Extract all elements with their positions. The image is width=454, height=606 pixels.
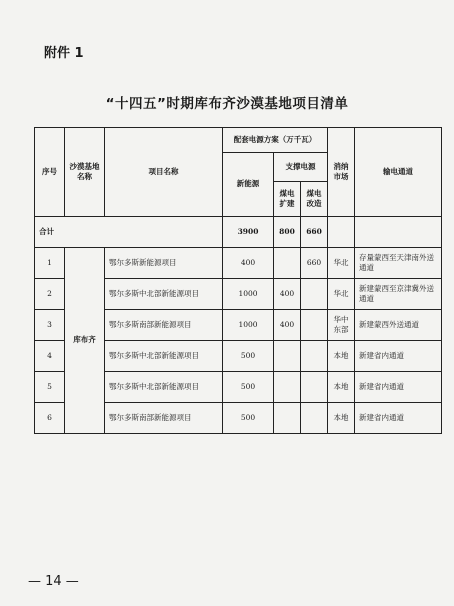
row-project: 鄂尔多斯中北部新能源项目 — [105, 279, 223, 310]
header-power-plan: 配套电源方案（万千瓦） — [223, 128, 328, 153]
header-coal-retrofit: 煤电改造 — [301, 182, 328, 217]
header-new-energy: 新能源 — [223, 153, 274, 217]
row-market: 华北 — [328, 279, 355, 310]
row-coal-retrofit — [301, 310, 328, 341]
row-channel: 新建省内通道 — [355, 372, 442, 403]
row-project: 鄂尔多斯南部新能源项目 — [105, 310, 223, 341]
document-title: “十四五”时期库布齐沙漠基地项目清单 — [105, 96, 349, 112]
table-row — [35, 248, 442, 279]
header-base: 沙漠基地名称 — [65, 128, 105, 217]
row-coal-expand — [274, 372, 301, 403]
row-channel: 新建省内通道 — [355, 403, 442, 434]
row-seq: 2 — [35, 279, 65, 310]
row-new-energy: 500 — [223, 341, 274, 372]
header-seq: 序号 — [35, 128, 65, 217]
row-project: 鄂尔多斯中北部新能源项目 — [105, 341, 223, 372]
total-label: 合计 — [35, 217, 223, 248]
row-coal-retrofit — [301, 403, 328, 434]
row-coal-retrofit: 660 — [301, 248, 328, 279]
row-new-energy: 500 — [223, 372, 274, 403]
row-new-energy: 400 — [223, 248, 274, 279]
total-channel — [355, 217, 442, 248]
annex-label: 附件 1 — [44, 46, 84, 61]
row-project: 鄂尔多斯南部新能源项目 — [105, 403, 223, 434]
row-project: 鄂尔多斯中北部新能源项目 — [105, 372, 223, 403]
total-market — [328, 217, 355, 248]
row-seq: 3 — [35, 310, 65, 341]
total-coal-expand: 800 — [274, 217, 301, 248]
header-project: 项目名称 — [105, 128, 223, 217]
row-coal-retrofit — [301, 279, 328, 310]
row-coal-expand — [274, 341, 301, 372]
total-coal-retrofit: 660 — [301, 217, 328, 248]
row-seq: 5 — [35, 372, 65, 403]
row-new-energy: 1000 — [223, 310, 274, 341]
row-channel: 新建蒙西至京津冀外送通道 — [355, 279, 442, 310]
row-channel: 存量蒙西至天津南外送通道 — [355, 248, 442, 279]
row-seq: 6 — [35, 403, 65, 434]
header-market: 消纳市场 — [328, 128, 355, 217]
page-number: — 14 — — [28, 574, 79, 589]
row-coal-expand: 400 — [274, 279, 301, 310]
row-channel: 新建省内通道 — [355, 341, 442, 372]
row-market: 本地 — [328, 372, 355, 403]
row-market: 华中东部 — [328, 310, 355, 341]
row-coal-expand — [274, 403, 301, 434]
project-list-table — [34, 127, 442, 434]
header-support: 支撑电源 — [274, 153, 328, 182]
row-market: 本地 — [328, 403, 355, 434]
row-project: 鄂尔多斯新能源项目 — [105, 248, 223, 279]
header-coal-expand: 煤电扩建 — [274, 182, 301, 217]
row-new-energy: 1000 — [223, 279, 274, 310]
row-seq: 1 — [35, 248, 65, 279]
row-coal-retrofit — [301, 341, 328, 372]
row-coal-retrofit — [301, 372, 328, 403]
row-channel: 新建蒙西外送通道 — [355, 310, 442, 341]
header-row — [35, 128, 442, 153]
header-channel: 输电通道 — [355, 128, 442, 217]
row-seq: 4 — [35, 341, 65, 372]
row-coal-expand — [274, 248, 301, 279]
total-row — [35, 217, 442, 248]
row-market: 华北 — [328, 248, 355, 279]
total-new-energy: 3900 — [223, 217, 274, 248]
row-new-energy: 500 — [223, 403, 274, 434]
row-coal-expand: 400 — [274, 310, 301, 341]
row-market: 本地 — [328, 341, 355, 372]
base-name: 库布齐 — [65, 248, 105, 434]
